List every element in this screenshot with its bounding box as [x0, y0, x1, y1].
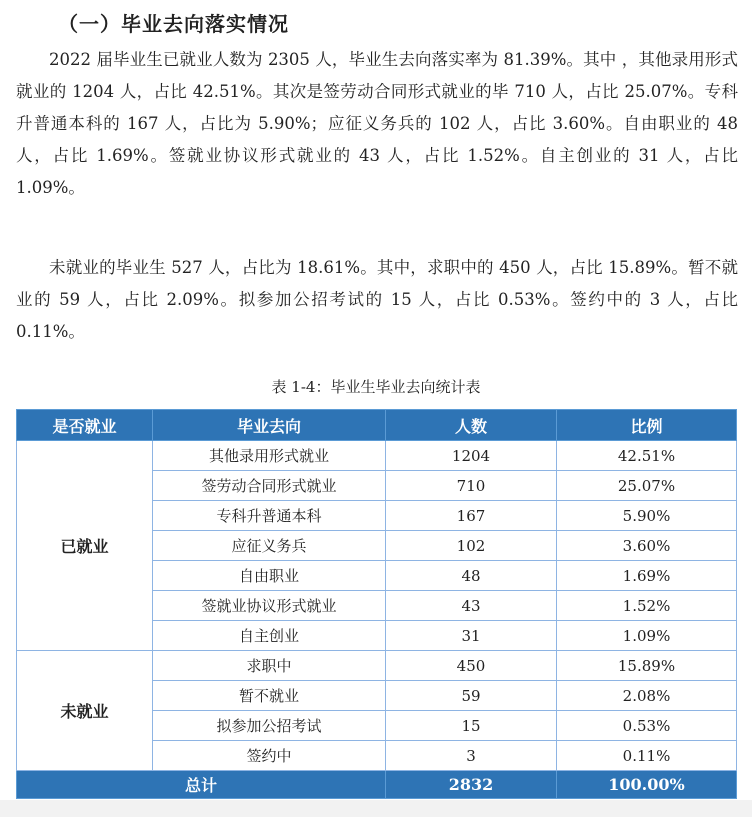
ratio-cell: 1.69%: [557, 561, 737, 591]
count-cell: 3: [386, 741, 557, 771]
ratio-cell: 0.11%: [557, 741, 737, 771]
count-cell: 102: [386, 531, 557, 561]
count-cell: 48: [386, 561, 557, 591]
ratio-cell: 0.53%: [557, 711, 737, 741]
page-bottom-band: [0, 800, 752, 817]
header-ratio: 比例: [557, 410, 737, 441]
table-row: [17, 441, 737, 471]
ratio-cell: 1.09%: [557, 621, 737, 651]
count-cell: 450: [386, 651, 557, 681]
count-cell: 15: [386, 711, 557, 741]
destination-cell: 专科升普通本科: [153, 501, 386, 531]
ratio-cell: 25.07%: [557, 471, 737, 501]
group-label-unemployed: 未就业: [17, 651, 153, 771]
ratio-cell: 15.89%: [557, 651, 737, 681]
count-cell: 710: [386, 471, 557, 501]
count-cell: 31: [386, 621, 557, 651]
destination-cell: 签就业协议形式就业: [153, 591, 386, 621]
destination-cell: 自由职业: [153, 561, 386, 591]
count-cell: 167: [386, 501, 557, 531]
destination-cell: 其他录用形式就业: [153, 441, 386, 471]
count-cell: 59: [386, 681, 557, 711]
table-caption: 表 1-4：毕业生毕业去向统计表: [271, 378, 481, 396]
ratio-cell: 42.51%: [557, 441, 737, 471]
ratio-cell: 3.60%: [557, 531, 737, 561]
section-heading: （一）毕业去向落实情况: [58, 12, 289, 36]
paragraph-unemployed: 未就业的毕业生 527 人，占比为 18.61%。其中，求职中的 450 人，占比 15.89%。暂不就业的 59 人，占比 2.09%。拟参加公招考试的 15 人，占比 0.53%。签约中的 3 人，占比 0.11%。: [16, 258, 738, 341]
destination-cell: 签劳动合同形式就业: [153, 471, 386, 501]
destination-statistics-table: [16, 409, 737, 799]
table-total-row: [17, 771, 737, 799]
header-count: 人数: [386, 410, 557, 441]
count-cell: 43: [386, 591, 557, 621]
destination-cell: 自主创业: [153, 621, 386, 651]
ratio-cell: 2.08%: [557, 681, 737, 711]
group-label-employed: 已就业: [17, 441, 153, 651]
table-header-row: [17, 410, 737, 441]
ratio-cell: 5.90%: [557, 501, 737, 531]
destination-cell: 拟参加公招考试: [153, 711, 386, 741]
total-count: 2832: [386, 771, 557, 799]
ratio-cell: 1.52%: [557, 591, 737, 621]
count-cell: 1204: [386, 441, 557, 471]
table-row: [17, 651, 737, 681]
header-destination: 毕业去向: [153, 410, 386, 441]
destination-cell: 暂不就业: [153, 681, 386, 711]
destination-cell: 应征义务兵: [153, 531, 386, 561]
paragraph-employed: 2022 届毕业生已就业人数为 2305 人，毕业生去向落实率为 81.39%。其中 ，其他录用形式就业的 1204 人，占比 42.51%。其次是签劳动合同形式就业的毕 710 人，占比 25.07%。专科升普通本科的 167 人，占比为 5.90%；应征义务兵的 102 人，占比 3.60%。自由职业的 48 人，占比 1.69%。签就业协议形式就业的 43 人，占比 1.52%。自主创业的 31 人，占比 1.09%。: [16, 50, 738, 197]
destination-cell: 求职中: [153, 651, 386, 681]
destination-cell: 签约中: [153, 741, 386, 771]
total-label: 总计: [17, 771, 386, 799]
header-employed-status: 是否就业: [17, 410, 153, 441]
total-ratio: 100.00%: [557, 771, 737, 799]
